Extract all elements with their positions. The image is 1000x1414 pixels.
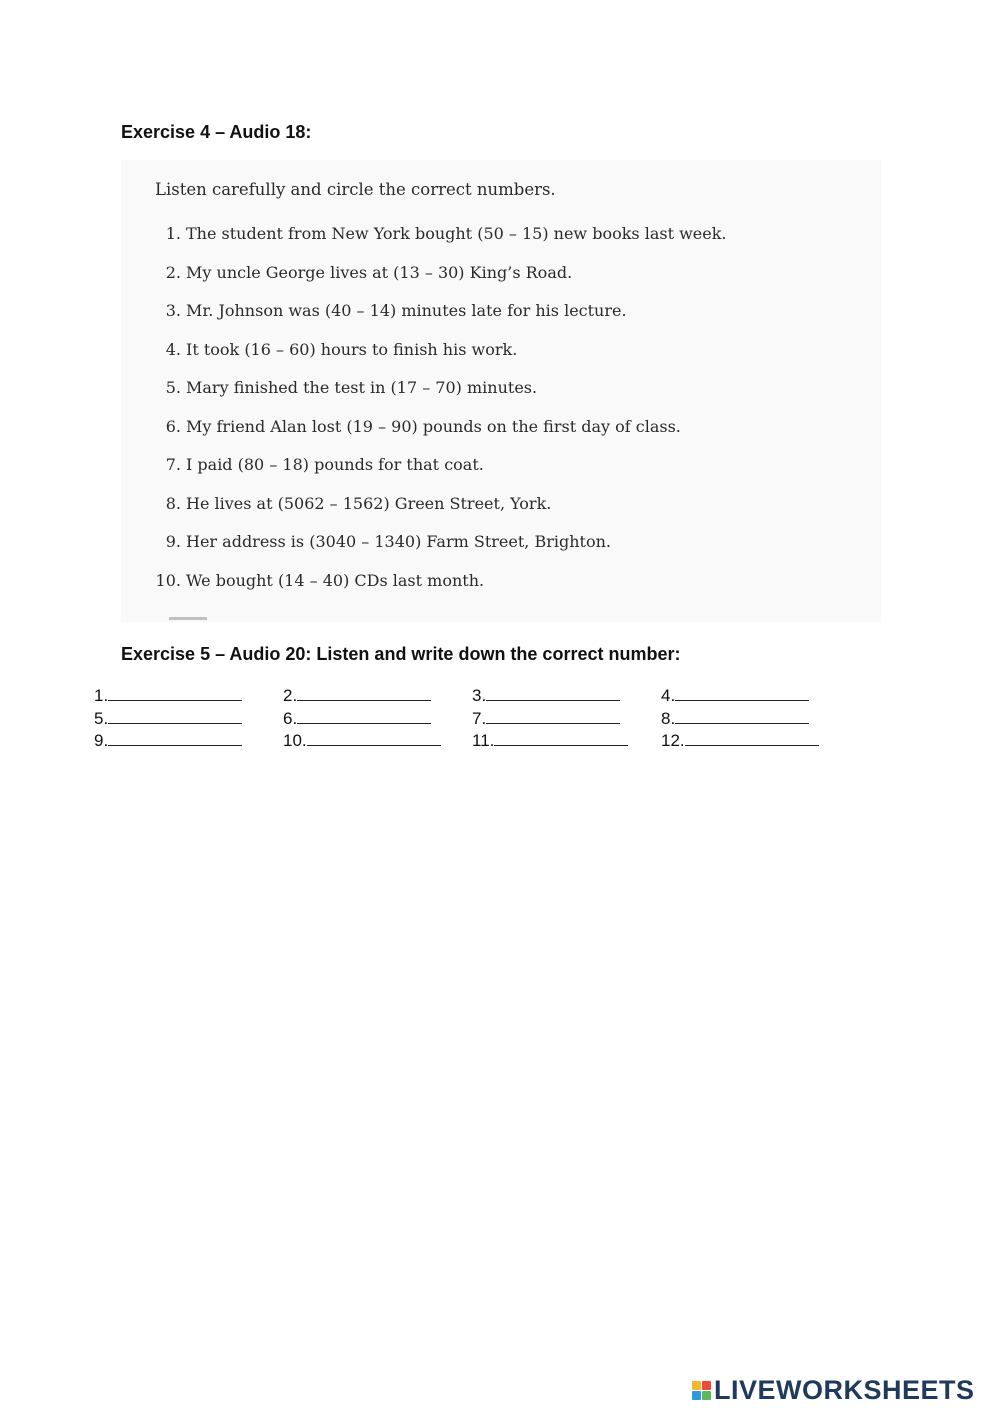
item-number: 3.	[165, 301, 181, 320]
exercise-4-title: Exercise 4 – Audio 18:	[121, 122, 312, 142]
answer-row	[94, 729, 850, 752]
answer-cell	[283, 729, 472, 752]
item-number: 7.	[165, 455, 181, 474]
liveworksheets-logo-icon	[692, 1381, 711, 1400]
answer-number: 7.	[472, 708, 487, 728]
answer-cell	[472, 729, 661, 752]
item-text: We bought (14 – 40) CDs last month.	[186, 570, 485, 590]
exercise-4-item	[121, 417, 727, 456]
answer-number: 6.	[283, 708, 298, 728]
answer-blank[interactable]	[297, 707, 431, 724]
exercise-5-answer-grid	[94, 684, 850, 752]
item-number: 2.	[165, 262, 181, 282]
scan-smudge	[169, 617, 207, 620]
exercise-4-scanned-image	[121, 160, 881, 622]
answer-number: 9.	[94, 731, 109, 750]
answer-blank[interactable]	[494, 729, 628, 746]
item-text: It took (16 – 60) hours to finish his work.	[186, 339, 518, 359]
answer-blank[interactable]	[685, 729, 819, 746]
answer-cell	[283, 684, 472, 707]
item-number: 4.	[165, 339, 181, 359]
answer-number: 4.	[661, 686, 676, 705]
item-text: Mary finished the test in (17 – 70) minutes.	[186, 378, 538, 397]
item-text: Her address is (3040 – 1340) Farm Street, Brighton.	[186, 532, 611, 551]
answer-number: 8.	[661, 708, 676, 728]
item-number: 10.	[155, 570, 181, 590]
answer-row	[94, 684, 850, 707]
answer-blank[interactable]	[675, 684, 809, 701]
item-number: 1.	[165, 224, 181, 243]
exercise-4-item	[121, 378, 727, 417]
answer-cell	[94, 684, 283, 707]
exercise-4-item	[121, 340, 727, 379]
item-text: My uncle George lives at (13 – 30) King’s Road.	[186, 262, 573, 282]
answer-blank[interactable]	[486, 707, 620, 724]
answer-row	[94, 707, 850, 730]
answer-number: 10.	[283, 731, 307, 750]
liveworksheets-branding	[692, 1375, 975, 1406]
item-number: 9.	[165, 532, 181, 551]
answer-cell	[661, 707, 850, 730]
item-number: 5.	[165, 378, 181, 397]
exercise-4-item	[121, 263, 727, 302]
answer-blank[interactable]	[108, 729, 242, 746]
item-text: The student from New York bought (50 – 15) new books last week.	[186, 224, 727, 243]
answer-cell	[94, 729, 283, 752]
liveworksheets-wordmark: LIVEWORKSHEETS	[714, 1375, 975, 1405]
answer-blank[interactable]	[108, 684, 242, 701]
answer-cell	[661, 729, 850, 752]
exercise-5-title: Exercise 5 – Audio 20: Listen and write down the correct number:	[121, 644, 681, 664]
logo-square	[702, 1381, 711, 1390]
answer-cell	[283, 707, 472, 730]
exercise-4-item	[121, 532, 727, 571]
exercise-4-item-list	[121, 224, 727, 609]
exercise-4-item	[121, 494, 727, 533]
answer-number: 3.	[472, 686, 487, 705]
answer-blank[interactable]	[297, 684, 431, 701]
item-number: 8.	[165, 493, 181, 513]
exercise-4-item	[121, 301, 727, 340]
item-text: I paid (80 – 18) pounds for that coat.	[186, 455, 484, 474]
logo-square	[692, 1381, 701, 1390]
answer-blank[interactable]	[675, 707, 809, 724]
answer-cell	[661, 684, 850, 707]
answer-cell	[472, 707, 661, 730]
answer-blank[interactable]	[486, 684, 620, 701]
answer-blank[interactable]	[307, 729, 441, 746]
exercise-4-item	[121, 571, 727, 610]
exercise-4-instruction: Listen carefully and circle the correct numbers.	[155, 180, 556, 199]
answer-cell	[472, 684, 661, 707]
item-text: Mr. Johnson was (40 – 14) minutes late for his lecture.	[186, 301, 627, 320]
item-text: He lives at (5062 – 1562) Green Street, York.	[186, 493, 552, 513]
answer-number: 2.	[283, 686, 298, 705]
item-text: My friend Alan lost (19 – 90) pounds on the first day of class.	[186, 416, 681, 436]
answer-number: 12.	[661, 731, 685, 750]
exercise-4-item	[121, 455, 727, 494]
answer-number: 5.	[94, 708, 109, 728]
answer-number: 1.	[94, 686, 109, 705]
answer-blank[interactable]	[108, 707, 242, 724]
item-number: 6.	[165, 416, 181, 436]
exercise-4-item	[121, 224, 727, 263]
logo-square	[692, 1391, 701, 1400]
answer-number: 11.	[472, 731, 495, 750]
logo-square	[702, 1391, 711, 1400]
answer-cell	[94, 707, 283, 730]
